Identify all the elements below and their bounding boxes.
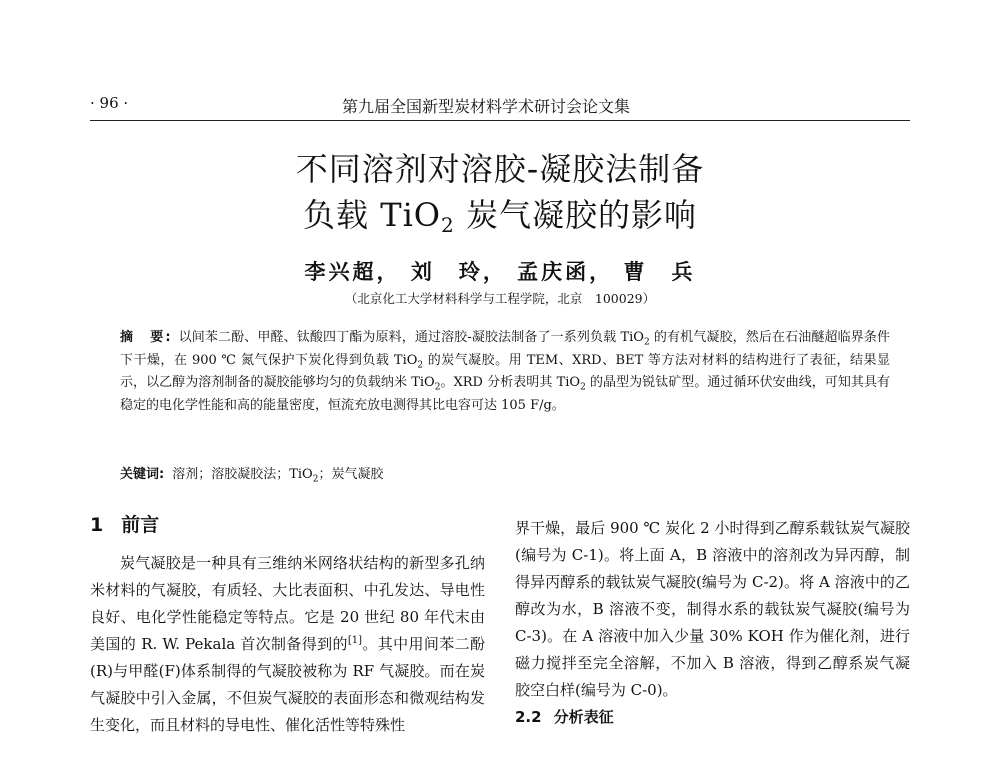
left-column: [90, 510, 485, 739]
intro-text-2: 。其中用间苯二酚(R)与甲醛(F)体系制得的气凝胶被称为 RF 气凝胶。而在炭气凝胶中引入金属，不但炭气凝胶的表面形态和微观结构发生变化，而且材料的导电性、催化活性等特殊性: [90, 635, 485, 734]
section-number: 1: [90, 514, 104, 536]
page-number: · 96 ·: [90, 94, 129, 112]
keywords: [120, 463, 384, 485]
journal-title: 第九届全国新型炭材料学术研讨会论文集: [342, 97, 631, 116]
subsection-heading: [515, 704, 910, 731]
keywords-text-2: ；炭气凝胶: [318, 467, 384, 482]
citation-reference: [1]: [347, 635, 363, 646]
abstract: [120, 327, 890, 417]
abstract-label: 摘 要:: [120, 330, 173, 345]
abstract-text-1: 以间苯二酚、甲醛、钛酸四丁酯为原料，通过溶胶-凝胶法制备了一系列负载 TiO: [178, 330, 644, 345]
intro-text-1: 炭气凝胶是一种具有三维纳米网络状结构的新型多孔纳米材料的气凝胶，有质轻、大比表面积、中孔发达、导电性良好、电化学性能稳定等特点。它是 20 世纪 80 年代末由美国的 R. W. Pekala 首次制备得到的: [90, 554, 485, 653]
abstract-text-3: 的炭气凝胶。用 TEM、XRD、BET 等方法对材料的结构进行了表征，结果显示，以乙醇为溶剂制备的凝胶能够均匀的负载纳米 TiO: [120, 352, 890, 390]
subsection-number: 2.2: [515, 708, 542, 726]
title-suffix: 炭气凝胶的影响: [454, 196, 697, 234]
subsection-title: 分析表征: [553, 708, 614, 726]
keywords-label: 关键词:: [120, 467, 165, 482]
running-header: [90, 94, 910, 116]
keywords-text-1: 溶剂；溶胶凝胶法；TiO: [172, 467, 313, 482]
right-column: [515, 515, 910, 731]
abstract-sub-3: 2: [434, 382, 441, 393]
abstract-text-4: 。XRD 分析表明其 TiO: [440, 375, 581, 390]
title-prefix: 负载: [303, 196, 381, 234]
keywords-sub: 2: [312, 474, 319, 485]
abstract-text-5: 的晶型为锐钛矿型。通过循环伏安曲线，可知其具有稳定的电化学性能和高的能量密度，恒流充放电测得其比电容可达 105 F/g。: [120, 375, 890, 413]
abstract-sub-1: 2: [643, 337, 650, 348]
paper-title-line-2: [0, 190, 1000, 236]
section-heading-introduction: [90, 510, 485, 540]
section-title: 前言: [121, 514, 160, 536]
header-rule: [90, 120, 910, 121]
author-list: 李兴超， 刘 玲， 孟庆函， 曹 兵: [304, 259, 696, 284]
affiliation: （北京化工大学材料科学与工程学院，北京 100029）: [344, 291, 656, 306]
abstract-sub-2: 2: [417, 360, 424, 371]
title-tio2-subscript: 2: [441, 213, 455, 237]
abstract-text-2: 的有机气凝胶，然后在石油醚超临界条件下干燥，在 900 ℃ 氮气保护下炭化得到负载 TiO: [120, 330, 890, 368]
paper-title-line-1: 不同溶剂对溶胶-凝胶法制备: [295, 150, 705, 188]
title-tio2: TiO: [380, 196, 442, 234]
continued-paragraph: 界干燥，最后 900 ℃ 炭化 2 小时得到乙醇系载钛炭气凝胶(编号为 C-1)。将上面 A，B 溶液中的溶剂改为异丙醇，制得异丙醇系的载钛炭气凝胶(编号为 C-2)。将 A 溶液中的乙醇改为水，B 溶液不变，制得水系的载钛炭气凝胶(编号为 C-3)。在 A 溶液中加入少量 30% KOH 作为催化剂，进行磁力搅拌至完全溶解，不加入 B 溶液，得到乙醇系炭气凝胶空白样(编号为 C-0)。: [515, 519, 910, 699]
introduction-paragraph: [90, 550, 485, 739]
abstract-sub-4: 2: [580, 382, 586, 393]
